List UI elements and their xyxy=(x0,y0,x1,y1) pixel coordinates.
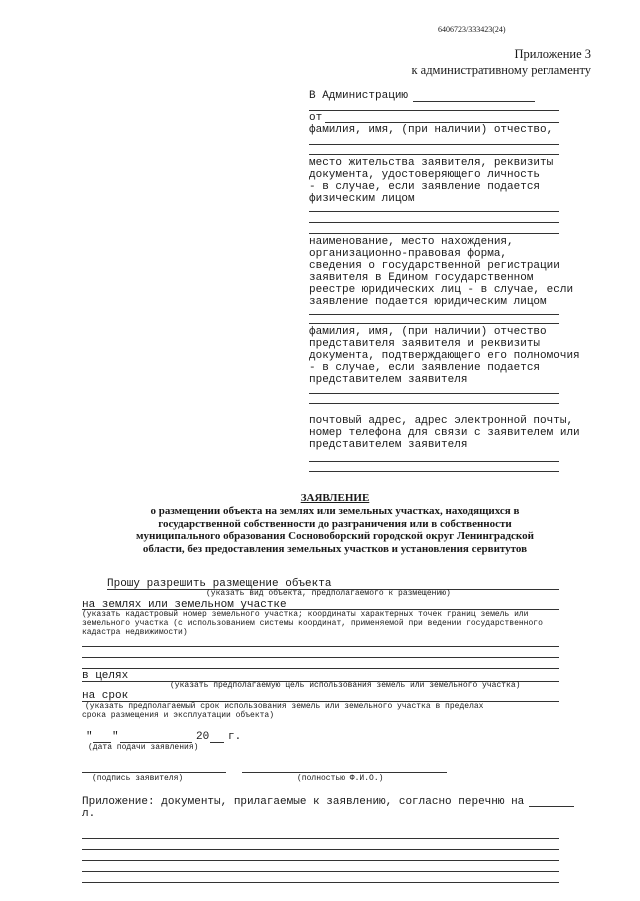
date-year-suffix: г. xyxy=(228,731,242,743)
full-name-line xyxy=(242,772,447,773)
representative-line xyxy=(309,393,559,394)
legal-entity-line xyxy=(309,314,559,315)
representative-hint: фамилия, имя, (при наличии) отчество представителя заявителя и реквизиты документа, подтверждающего его полномочия - в случае, если заявление подается представителем заявителя xyxy=(309,326,580,386)
date-year-line xyxy=(210,742,224,743)
signature-hint: (подпись заявителя) xyxy=(92,774,184,783)
contact-line xyxy=(309,471,559,472)
object-hint: (указать вид объекта, предполагаемого к размещению) xyxy=(206,589,451,598)
applicant-line xyxy=(309,144,559,145)
cadastral-hint: (указать кадастровый номер земельного участка; координаты характерных точек границ земель или земельного участка (с использованием системы координат, применяемой при ведении государственного кадастра недвижимости) xyxy=(82,610,543,637)
from-line xyxy=(325,122,559,123)
date-hint: (дата подачи заявления) xyxy=(88,743,199,752)
attachment-suffix: л. xyxy=(82,808,96,820)
doc-number: 6406723/333423(24) xyxy=(438,25,506,34)
date-open-quote: " xyxy=(86,731,93,743)
appendix-title: Приложение 3 xyxy=(514,47,591,61)
on-lands-text: на землях или земельном участке xyxy=(82,599,287,611)
contact-hint: почтовый адрес, адрес электронной почты, номер телефона для связи с заявителем или представителем заявителя xyxy=(309,415,580,451)
applicant-name-hint: фамилия, имя, (при наличии) отчество, xyxy=(309,124,554,136)
legal-entity-hint: наименование, место нахождения, организационно-правовая форма, сведения о государственной регистрации заявителя в Едином государственном реестре юридических лиц - в случае, если заявление подается юридическим лицом xyxy=(309,236,574,308)
attachment-line xyxy=(82,849,559,850)
applicant-line xyxy=(309,154,559,155)
individual-line xyxy=(309,233,559,234)
cadastral-line xyxy=(82,646,559,647)
attachment-text: Приложение: документы, прилагаемые к заявлению, согласно перечню на xyxy=(82,796,525,808)
representative-line xyxy=(309,403,559,404)
to-administration-label: В Администрацию xyxy=(309,90,409,102)
cadastral-line xyxy=(82,657,559,658)
recipient-line xyxy=(309,110,559,111)
cadastral-line xyxy=(82,668,559,669)
full-name-hint: (полностью Ф.И.О.) xyxy=(297,774,384,783)
request-text: Прошу разрешить размещение объекта xyxy=(107,578,332,590)
contact-line xyxy=(309,461,559,462)
date-close-quote: " xyxy=(112,731,119,743)
document-title: о размещении объекта на землях или земельных участках, находящихся в государственной собственности до разграничения или в собственности муниципального образования Сосновоборский городской округ Ленинградской области, без предоставления земельных участков и установления сервитутов xyxy=(136,505,534,555)
document-heading: ЗАЯВЛЕНИЕ xyxy=(300,492,370,504)
attachment-line xyxy=(82,860,559,861)
attachment-line xyxy=(82,838,559,839)
purpose-text: в целях xyxy=(82,670,129,682)
administration-line xyxy=(413,101,535,102)
appendix-subtitle: к административному регламенту xyxy=(411,63,591,77)
legal-entity-line xyxy=(309,323,559,324)
term-hint: (указать предполагаемый срок использования земель или земельного участка в пределах срока размещения и эксплуатации объекта) xyxy=(82,702,484,720)
attachment-line xyxy=(82,882,559,883)
attachment-line xyxy=(82,871,559,872)
individual-line xyxy=(309,211,559,212)
date-year-prefix: 20 xyxy=(196,731,210,743)
from-label: от xyxy=(309,112,323,124)
purpose-hint: (указать предполагаемую цель использования земель или земельного участка) xyxy=(170,681,521,690)
individual-line xyxy=(309,222,559,223)
signature-line xyxy=(82,772,226,773)
attachment-pages-line xyxy=(529,806,574,807)
term-text: на срок xyxy=(82,690,129,702)
individual-hint: место жительства заявителя, реквизиты документа, удостоверяющего личность - в случае, если заявление подается физическим лицом xyxy=(309,157,554,205)
